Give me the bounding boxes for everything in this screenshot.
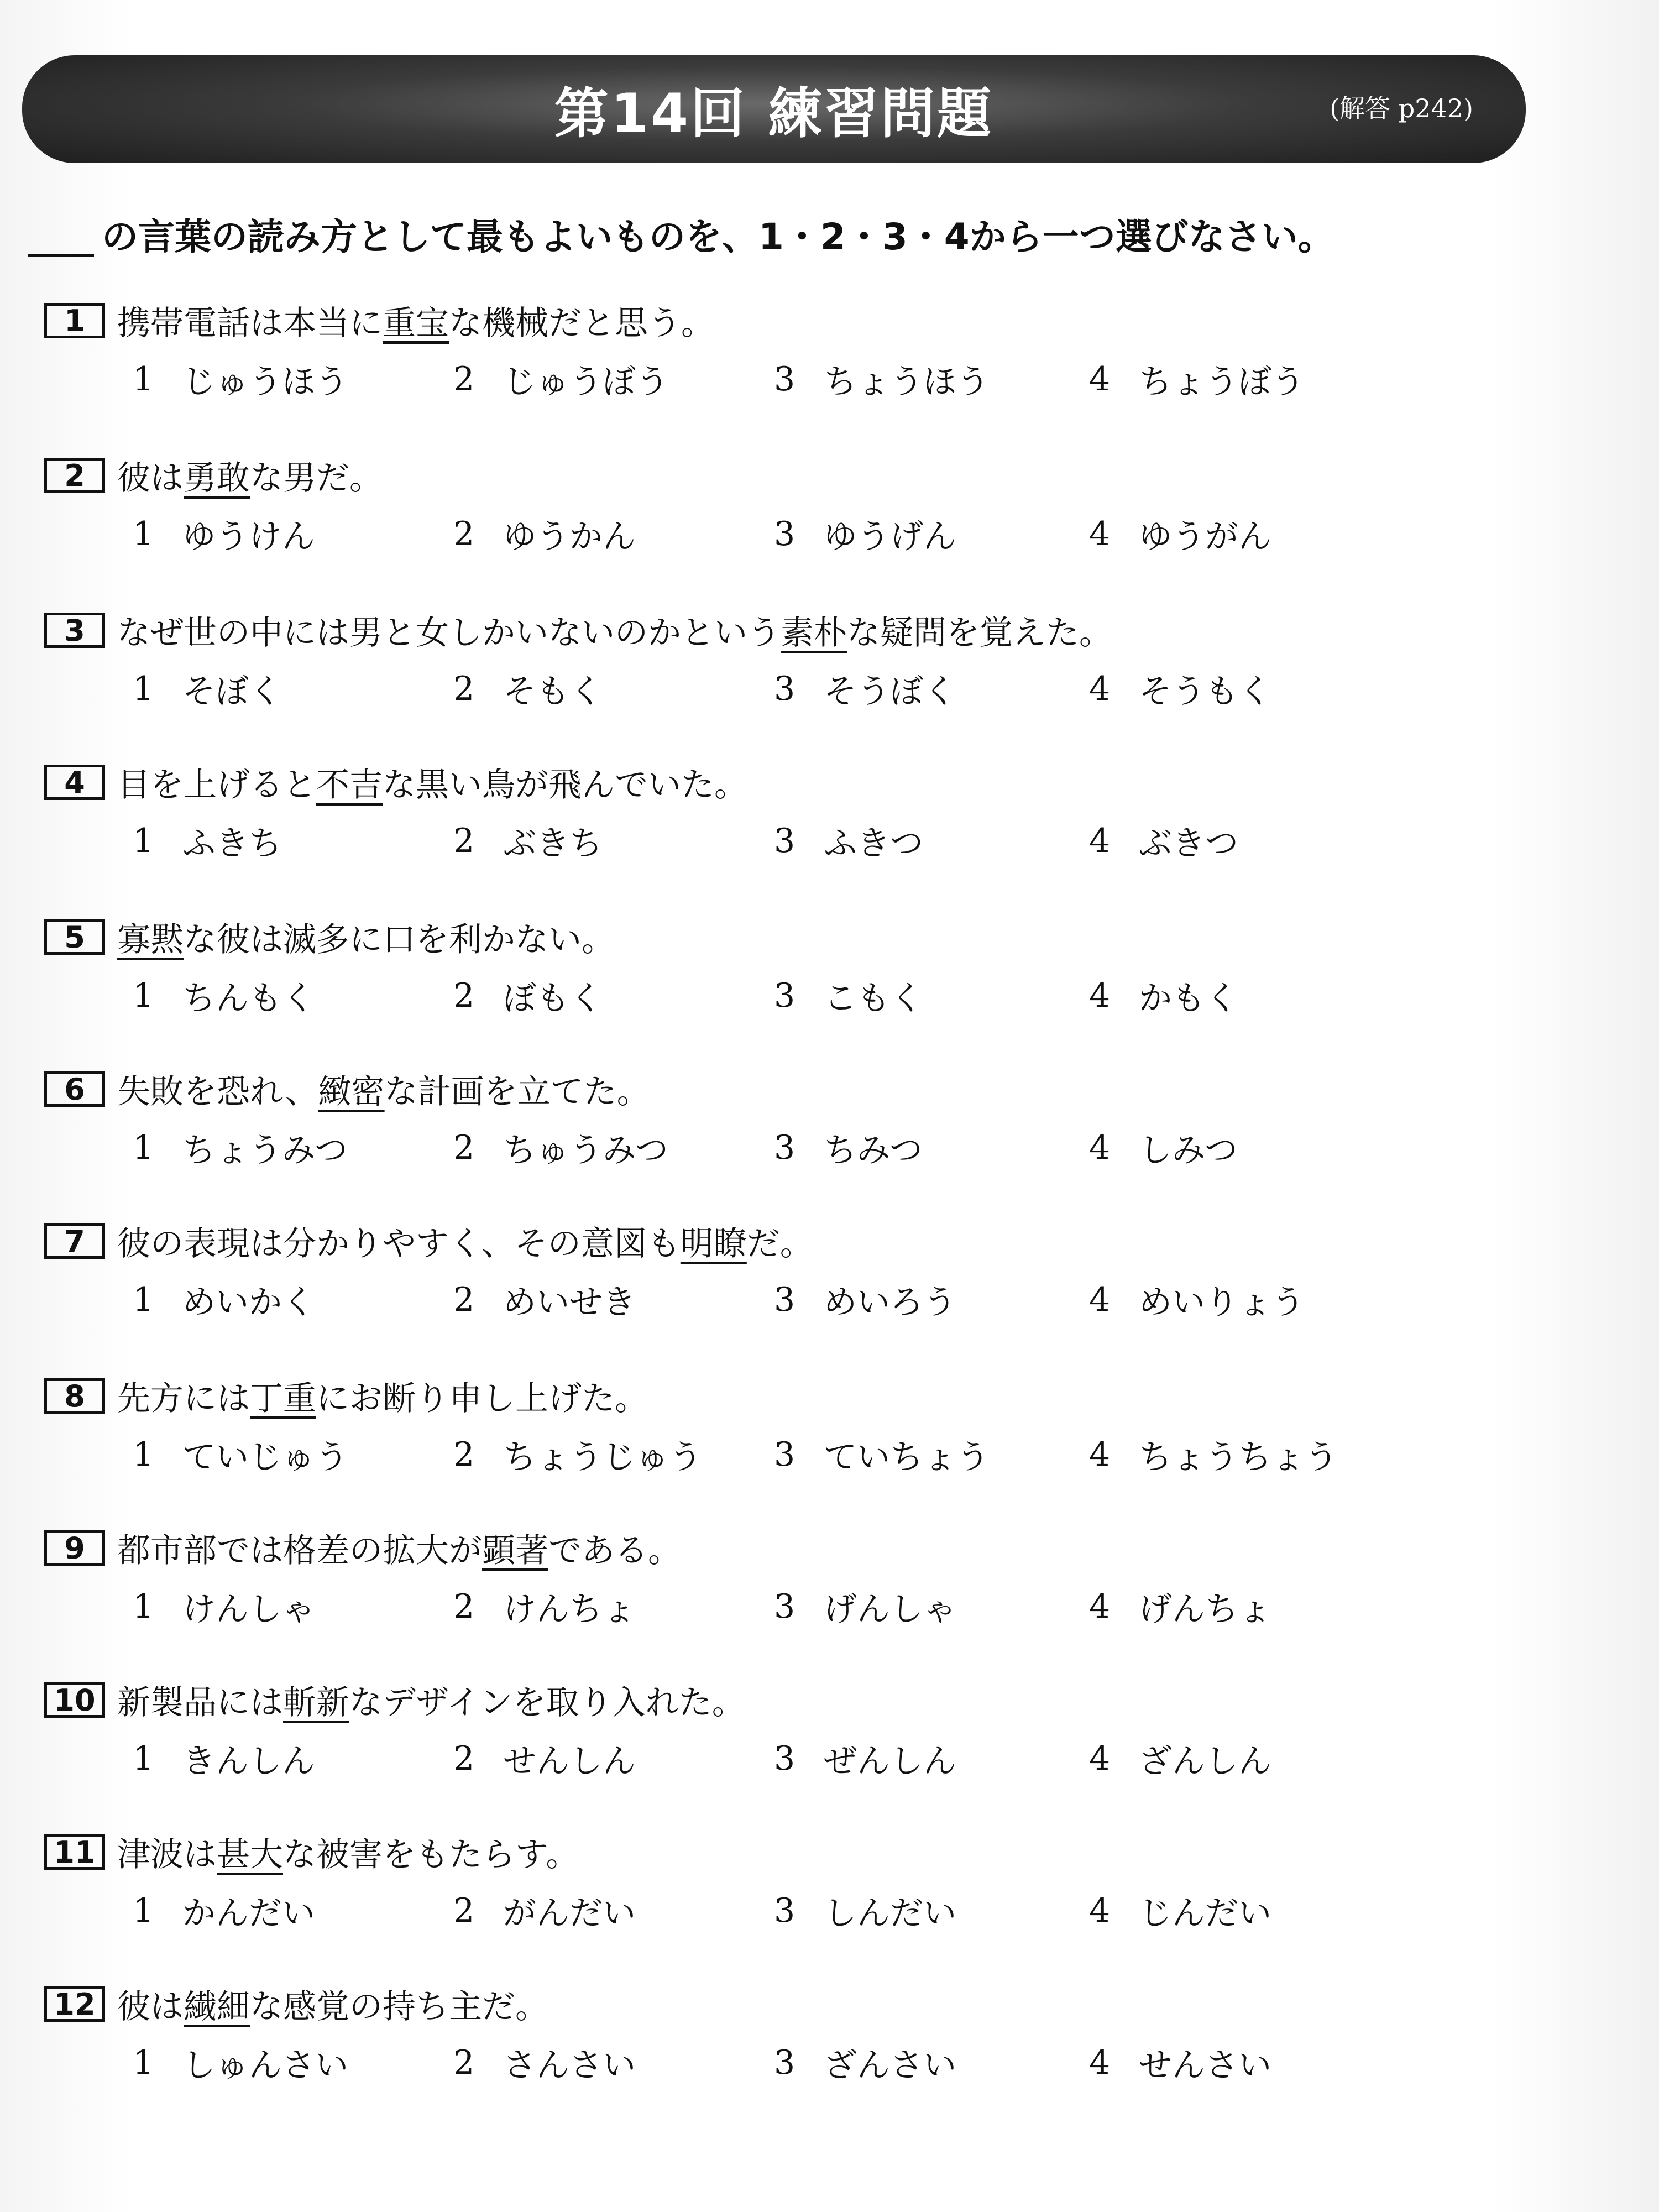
option-1[interactable]: 1 しゅんさい — [133, 2043, 348, 2085]
option-2[interactable]: 2 めいせき — [453, 1280, 636, 1322]
option-3[interactable]: 3 ていちょう — [774, 1435, 990, 1477]
target-word: 素朴 — [781, 614, 847, 652]
target-word: 顕著 — [482, 1531, 548, 1570]
instruction — [28, 207, 1334, 260]
option-2[interactable]: 2 せんしん — [453, 1739, 636, 1781]
answer-options — [44, 1270, 1537, 1331]
question-text: 都市部では格差の拡大が顕著である。 — [117, 1531, 681, 1570]
question-number: 8 — [44, 1378, 105, 1414]
option-4[interactable]: 4 ざんしん — [1089, 1739, 1271, 1781]
question-text: 津波は甚大な被害をもたらす。 — [117, 1836, 579, 1874]
target-word: 繊細 — [184, 1988, 250, 2026]
option-4[interactable]: 4 かもく — [1089, 976, 1238, 1018]
question-5 — [44, 912, 1537, 1027]
question-number: 9 — [44, 1530, 105, 1566]
question-text: 寡黙な彼は滅多に口を利かない。 — [117, 921, 615, 959]
answer-options — [44, 2033, 1537, 2094]
answer-reference: (解答 p242) — [1330, 93, 1473, 123]
question-text: 失敗を恐れ、緻密な計画を立てた。 — [117, 1073, 650, 1111]
question-number: 1 — [44, 303, 105, 338]
question-2 — [44, 451, 1537, 566]
target-word: 寡黙 — [117, 921, 184, 959]
option-1[interactable]: 1 かんだい — [133, 1891, 315, 1933]
target-word: 甚大 — [217, 1836, 283, 1874]
option-2[interactable]: 2 ちょうじゅう — [453, 1435, 702, 1477]
answer-options — [44, 966, 1537, 1027]
question-number: 10 — [44, 1682, 105, 1718]
question-number: 12 — [44, 1986, 105, 2022]
option-3[interactable]: 3 めいろう — [774, 1280, 956, 1322]
option-4[interactable]: 4 げんちょ — [1089, 1587, 1271, 1629]
answer-options — [44, 1881, 1537, 1942]
option-2[interactable]: 2 ぶきち — [453, 822, 603, 863]
answer-options — [44, 1118, 1537, 1179]
question-number: 6 — [44, 1071, 105, 1107]
answer-options — [44, 660, 1537, 720]
option-3[interactable]: 3 ぜんしん — [774, 1739, 956, 1781]
answer-options — [44, 1577, 1537, 1638]
option-3[interactable]: 3 ちょうほう — [774, 360, 990, 401]
question-number: 3 — [44, 613, 105, 648]
option-3[interactable]: 3 ゆうげん — [774, 515, 956, 556]
option-4[interactable]: 4 せんさい — [1089, 2043, 1271, 2085]
question-6 — [44, 1064, 1537, 1179]
question-text: 新製品には斬新なデザインを取り入れた。 — [117, 1683, 745, 1722]
question-7 — [44, 1216, 1537, 1331]
target-word: 丁重 — [250, 1379, 316, 1418]
option-1[interactable]: 1 そぼく — [133, 670, 282, 711]
question-number: 11 — [44, 1834, 105, 1870]
answer-options — [44, 505, 1537, 566]
option-3[interactable]: 3 そうぼく — [774, 670, 956, 711]
option-2[interactable]: 2 さんさい — [453, 2043, 636, 2085]
blank-underline — [28, 254, 94, 257]
option-4[interactable]: 4 めいりょう — [1089, 1280, 1305, 1322]
question-9 — [44, 1523, 1537, 1638]
option-1[interactable]: 1 ちょうみつ — [133, 1128, 348, 1170]
question-text: 携帯電話は本当に重宝な機械だと思う。 — [117, 304, 714, 343]
question-12 — [44, 1979, 1537, 2094]
option-1[interactable]: 1 ちんもく — [133, 976, 315, 1018]
option-3[interactable]: 3 こもく — [774, 976, 923, 1018]
question-1 — [44, 296, 1537, 411]
option-2[interactable]: 2 ゆうかん — [453, 515, 636, 556]
answer-options — [44, 1729, 1537, 1790]
option-2[interactable]: 2 ぼもく — [453, 976, 603, 1018]
question-text: なぜ世の中には男と女しかいないのかという素朴な疑問を覚えた。 — [117, 614, 1112, 652]
answer-options — [44, 812, 1537, 872]
title-banner — [22, 55, 1526, 163]
question-10 — [44, 1675, 1537, 1790]
option-2[interactable]: 2 じゅうぼう — [453, 360, 669, 401]
question-text: 彼の表現は分かりやすく、その意図も明瞭だ。 — [117, 1225, 813, 1263]
option-2[interactable]: 2 がんだい — [453, 1891, 636, 1933]
option-1[interactable]: 1 けんしゃ — [133, 1587, 315, 1629]
question-number: 4 — [44, 765, 105, 800]
question-number: 2 — [44, 458, 105, 493]
target-word: 不吉 — [316, 766, 383, 804]
question-text: 目を上げると不吉な黒い鳥が飛んでいた。 — [117, 766, 747, 804]
target-word: 斬新 — [283, 1683, 349, 1722]
answer-options — [44, 350, 1537, 411]
question-text: 彼は勇敢な男だ。 — [117, 459, 383, 498]
page-title: 第14回 練習問題 — [554, 82, 994, 145]
option-3[interactable]: 3 ちみつ — [774, 1128, 923, 1170]
option-1[interactable]: 1 じゅうほう — [133, 360, 348, 401]
option-4[interactable]: 4 じんだい — [1089, 1891, 1271, 1933]
option-2[interactable]: 2 けんちょ — [453, 1587, 636, 1629]
option-1[interactable]: 1 きんしん — [133, 1739, 315, 1781]
option-2[interactable]: 2 ちゅうみつ — [453, 1128, 668, 1170]
option-1[interactable]: 1 ていじゅう — [133, 1435, 348, 1477]
question-text: 彼は繊細な感覚の持ち主だ。 — [117, 1988, 548, 2026]
option-4[interactable]: 4 ちょうぼう — [1089, 360, 1305, 401]
option-3[interactable]: 3 しんだい — [774, 1891, 956, 1933]
question-11 — [44, 1827, 1537, 1942]
question-3 — [44, 605, 1537, 720]
question-text: 先方には丁重にお断り申し上げた。 — [117, 1379, 648, 1418]
option-1[interactable]: 1 ふきち — [133, 822, 282, 863]
option-4[interactable]: 4 しみつ — [1089, 1128, 1238, 1170]
answer-options — [44, 1425, 1537, 1486]
target-word: 明瞭 — [680, 1225, 747, 1263]
option-4[interactable]: 4 ちょうちょう — [1089, 1435, 1338, 1477]
target-word: 勇敢 — [184, 459, 250, 498]
question-number: 7 — [44, 1223, 105, 1259]
option-3[interactable]: 3 ざんさい — [774, 2043, 956, 2085]
option-3[interactable]: 3 げんしゃ — [774, 1587, 956, 1629]
target-word: 緻密 — [318, 1073, 385, 1111]
option-3[interactable]: 3 ふきつ — [774, 822, 923, 863]
question-4 — [44, 757, 1537, 872]
question-number: 5 — [44, 919, 105, 955]
option-4[interactable]: 4 そうもく — [1089, 670, 1271, 711]
instruction-text: の言葉の読み方として最もよいものを、1・2・3・4から一つ選びなさい。 — [102, 216, 1334, 258]
option-4[interactable]: 4 ぶきつ — [1089, 822, 1238, 863]
option-4[interactable]: 4 ゆうがん — [1089, 515, 1271, 556]
option-1[interactable]: 1 ゆうけん — [133, 515, 315, 556]
target-word: 重宝 — [383, 304, 449, 343]
option-2[interactable]: 2 そもく — [453, 670, 603, 711]
option-1[interactable]: 1 めいかく — [133, 1280, 315, 1322]
question-8 — [44, 1371, 1537, 1486]
